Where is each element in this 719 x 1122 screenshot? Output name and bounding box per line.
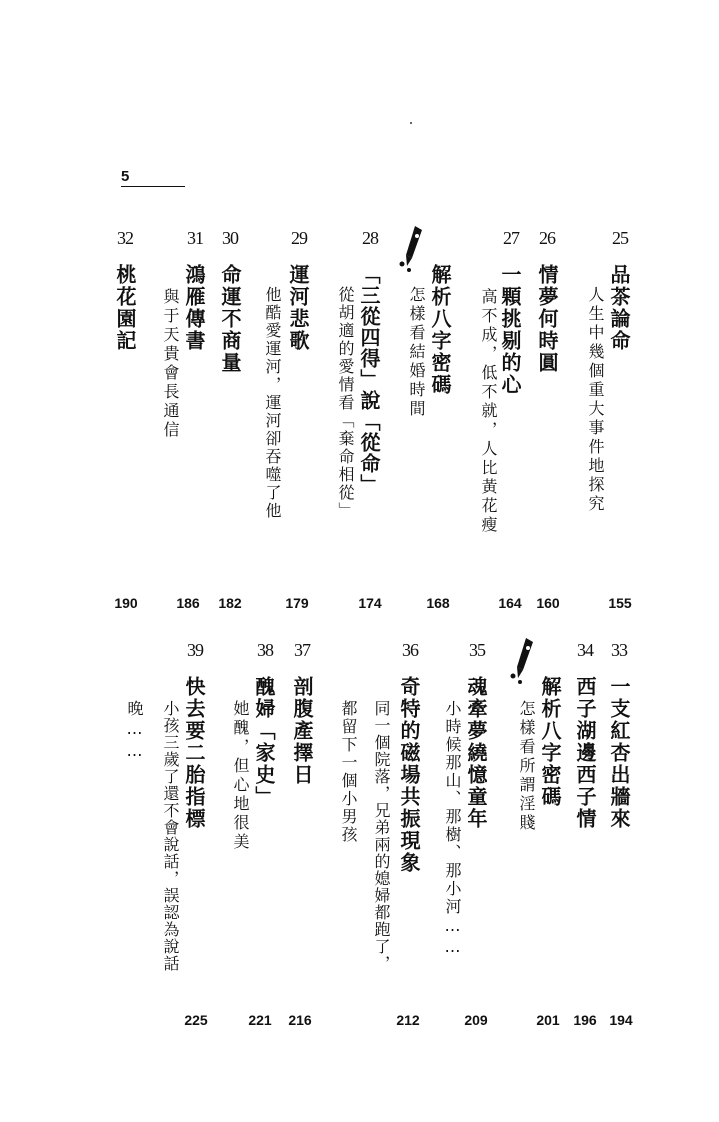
chapter-number: 31 [187,228,203,248]
chapter-number: 39 [187,640,203,660]
chapter-title: 剖腹產擇日 [290,676,314,786]
chapter-subtitle: 從胡適的愛情看「棄命相從」 [336,286,355,520]
chapter-title: 西子湖邊西子情 [573,676,597,830]
chapter-number: 27 [503,228,519,248]
chapter-page: 212 [396,1012,420,1028]
chapter-title: 品茶論命 [607,264,631,352]
chapter-title: 魂牽夢繞憶童年 [464,676,488,830]
chapter-number: 38 [257,640,273,660]
chapter-title: 一顆挑剔的心 [498,264,522,396]
speck [410,122,412,124]
chapter-page: 201 [536,1012,560,1028]
chapter-number: 30 [222,228,238,248]
chapter-number: 28 [362,228,378,248]
chapter-page: 196 [573,1012,597,1028]
chapter-subtitle: 人生中幾個重大事件地探究 [586,286,605,514]
chapter-subtitle: 他酷愛運河，運河卻吞噬了他 [263,286,282,520]
chapter-number: 37 [294,640,310,660]
chapter-subtitle: 小時候那山、那樹、那小河…… [443,700,462,958]
chapter-page: 182 [218,595,242,611]
pen-nib-icon [397,224,427,274]
chapter-subtitle: 與于天貴會長通信 [161,288,180,440]
chapter-title: 奇特的磁場共振現象 [397,676,421,874]
chapter-number: 36 [402,640,418,660]
chapter-page: 155 [608,595,632,611]
chapter-title: 一支紅杏出牆來 [607,676,631,830]
page-number-rule [121,186,185,187]
chapter-number: 29 [291,228,307,248]
chapter-page: 209 [464,1012,488,1028]
chapter-title: 運河悲歌 [286,264,310,352]
chapter-title: 解析八字密碼 [538,676,562,808]
chapter-number: 26 [539,228,555,248]
pen-nib-icon [508,636,538,686]
chapter-title: 桃花園記 [113,264,137,352]
chapter-subtitle-cont: 都留下一個小男孩 [339,700,358,844]
chapter-page: 164 [498,595,522,611]
chapter-page: 174 [358,595,382,611]
chapter-page: 186 [176,595,200,611]
chapter-number: 35 [469,640,485,660]
chapter-title: 醜婦「家史」 [252,676,276,808]
chapter-title: 解析八字密碼 [428,264,452,396]
chapter-number: 32 [117,228,133,248]
chapter-page: 179 [285,595,309,611]
chapter-number: 34 [577,640,593,660]
chapter-title: 「三從四得」說「從命」 [357,264,381,495]
chapter-title: 鴻雁傳書 [182,264,206,352]
chapter-number: 25 [612,228,628,248]
chapter-page: 225 [184,1012,208,1028]
chapter-page: 194 [609,1012,633,1028]
chapter-subtitle: 小孩三歲了還不會說話，誤認為說話 [161,700,180,972]
chapter-subtitle-cont: 晚…… [125,700,144,763]
chapter-title: 命運不商量 [218,264,242,374]
chapter-subtitle: 她醜，但心地很美 [231,700,250,852]
chapter-title: 情夢何時圓 [535,264,559,374]
chapter-page: 216 [288,1012,312,1028]
chapter-subtitle: 同一個院落，兄弟兩的媳婦都跑了， [372,700,391,972]
chapter-title: 快去要二胎指標 [182,676,206,830]
chapter-subtitle: 高不成，低不就，人比黃花瘦 [479,288,498,535]
chapter-page: 160 [536,595,560,611]
chapter-page: 168 [426,595,450,611]
chapter-subtitle: 怎樣看結婚時間 [407,286,426,419]
chapter-number: 33 [611,640,627,660]
chapter-page: 190 [114,595,138,611]
page-number: 5 [121,168,130,185]
chapter-page: 221 [248,1012,272,1028]
chapter-subtitle: 怎樣看所謂淫賤 [517,700,536,833]
